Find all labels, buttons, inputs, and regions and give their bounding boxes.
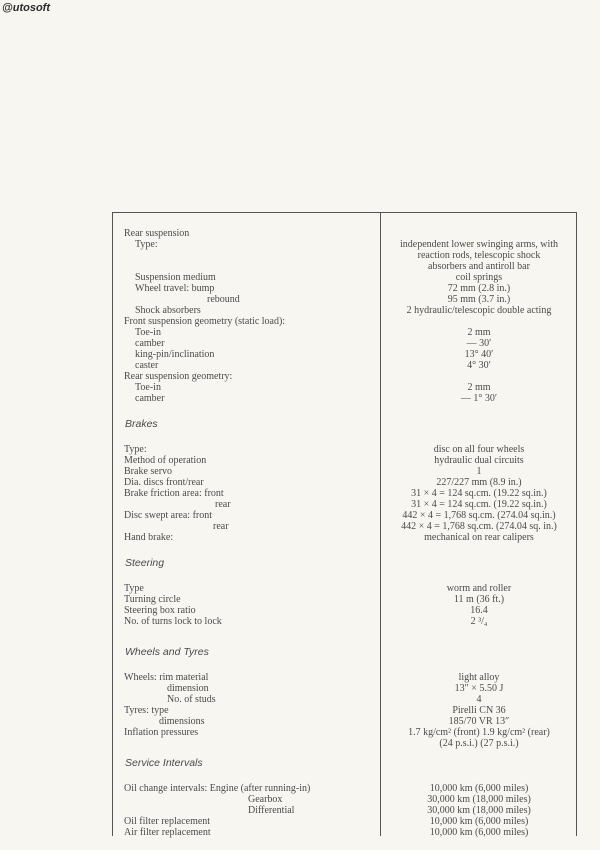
spec-label: Wheel travel: bump <box>135 283 215 294</box>
spec-value: reaction rods, telescopic shock <box>417 250 541 261</box>
spec-value: 10,000 km (6,000 miles) <box>429 816 529 827</box>
spec-value: 2 mm <box>467 382 491 393</box>
spec-value: hydraulic dual circuits <box>434 455 524 466</box>
spec-label: Differential <box>248 805 295 816</box>
spec-value: (24 p.s.i.) (27 p.s.i.) <box>439 738 519 749</box>
spec-label: Shock absorbers <box>135 305 201 316</box>
section-heading-service: Service Intervals <box>125 757 203 769</box>
spec-label: Rear suspension geometry: <box>124 371 233 382</box>
spec-value: independent lower swinging arms, with <box>399 239 559 250</box>
spec-value: 2 hydraulic/telescopic double acting <box>406 305 552 316</box>
spec-value: 1.7 kg/cm² (front) 1.9 kg/cm² (rear) <box>408 727 550 738</box>
spec-value: 442 × 4 = 1,768 sq.cm. (274.04 sq.in.) <box>402 510 556 521</box>
spec-label: caster <box>135 360 159 371</box>
spec-value: 31 × 4 = 124 sq.cm. (19.22 sq.in.) <box>411 488 547 499</box>
spec-value: 72 mm (2.8 in.) <box>447 283 511 294</box>
spec-label: No. of studs <box>167 694 216 705</box>
spec-label: Brake servo <box>124 466 173 477</box>
spec-value: 13° 40′ <box>464 349 494 360</box>
spec-value: 1 <box>476 466 482 477</box>
spec-label: camber <box>135 393 165 404</box>
spec-value: 11 m (36 ft.) <box>453 594 505 605</box>
section-heading-brakes: Brakes <box>125 418 158 430</box>
spec-label: Gearbox <box>248 794 283 805</box>
spec-value: 16.4 <box>470 605 488 616</box>
spec-label: rear <box>215 499 231 510</box>
spec-value: light alloy <box>458 672 500 683</box>
spec-label: Wheels: rim material <box>124 672 209 683</box>
spec-value: — 30′ <box>466 338 492 349</box>
spec-label: Disc swept area: front <box>124 510 213 521</box>
spec-value: 4° 30′ <box>467 360 491 371</box>
spec-value: worm and roller <box>446 583 512 594</box>
spec-table <box>112 212 577 836</box>
spec-value: 10,000 km (6,000 miles) <box>429 783 529 794</box>
spec-value: absorbers and antiroll bar <box>428 261 530 272</box>
spec-label: dimension <box>167 683 209 694</box>
spec-label: Tyres: type <box>124 705 169 716</box>
spec-value: 95 mm (3.7 in.) <box>447 294 511 305</box>
spec-label: Suspension medium <box>135 272 216 283</box>
spec-label: Rear suspension <box>124 228 190 239</box>
spec-value: 4 <box>476 694 482 705</box>
spec-value: disc on all four wheels <box>433 444 525 455</box>
section-heading-wheels: Wheels and Tyres <box>125 646 209 658</box>
spec-value: — 1° 30′ <box>460 393 498 404</box>
spec-value: 30,000 km (18,000 miles) <box>427 794 531 805</box>
spec-label: Toe-in <box>135 327 161 338</box>
spec-value: 442 × 4 = 1,768 sq.cm. (274.04 sq. in.) <box>401 521 557 532</box>
spec-value: 227/227 mm (8.9 in.) <box>436 477 522 488</box>
spec-value: 185/70 VR 13″ <box>448 716 510 727</box>
spec-label: Turning circle <box>124 594 181 605</box>
spec-label: Type: <box>135 239 158 250</box>
spec-label: Air filter replacement <box>124 827 211 838</box>
spec-label: Front suspension geometry (static load): <box>124 316 286 327</box>
spec-label: Steering box ratio <box>124 605 196 616</box>
spec-label: Type: <box>124 444 147 455</box>
spec-label: rear <box>213 521 229 532</box>
spec-value: 31 × 4 = 124 sq.cm. (19.22 sq.in.) <box>411 499 547 510</box>
spec-label: camber <box>135 338 165 349</box>
spec-value: 2 mm <box>467 327 491 338</box>
spec-label: Method of operation <box>124 455 207 466</box>
spec-label: dimensions <box>159 716 205 727</box>
spec-label: king-pin/inclination <box>135 349 215 360</box>
spec-label: No. of turns lock to lock <box>124 616 222 627</box>
spec-label: Inflation pressures <box>124 727 199 738</box>
spec-label: Oil change intervals: Engine (after running-in) <box>124 783 311 794</box>
spec-label: Oil filter replacement <box>124 816 211 827</box>
spec-label: Brake friction area: front <box>124 488 224 499</box>
spec-label: Toe-in <box>135 382 161 393</box>
spec-label: Type <box>124 583 144 594</box>
spec-value: 13″ × 5.50 J <box>454 683 504 694</box>
spec-value: 10,000 km (6,000 miles) <box>429 827 529 838</box>
spec-value: mechanical on rear calipers <box>424 532 534 543</box>
spec-label: Dia. discs front/rear <box>124 477 204 488</box>
spec-value: coil springs <box>455 272 503 283</box>
spec-label: rebound <box>207 294 240 305</box>
section-heading-steering: Steering <box>125 557 165 569</box>
spec-value: 30,000 km (18,000 miles) <box>427 805 531 816</box>
spec-label: Hand brake: <box>124 532 174 543</box>
spec-value: 2 ³/₄ <box>470 616 488 627</box>
watermark-logo: @utosoft <box>2 2 50 14</box>
spec-value: Pirelli CN 36 <box>452 705 506 716</box>
